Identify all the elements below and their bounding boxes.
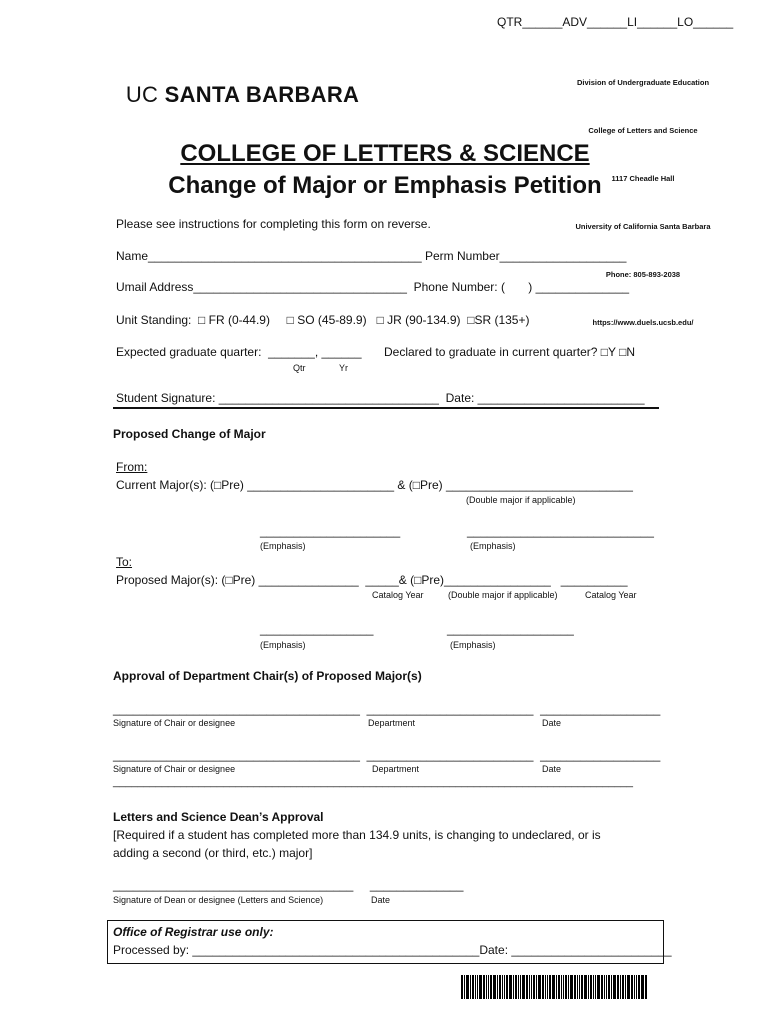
emphasis-label-left-2: (Emphasis) <box>260 640 306 650</box>
declared-graduate-checkboxes[interactable]: Declared to graduate in current quarter? □Y □N <box>384 345 636 359</box>
approval-heading: Approval of Department Chair(s) of Proposed Major(s) <box>113 669 422 683</box>
current-majors-field[interactable]: Current Major(s): (□Pre) ______________________ & (□Pre) ____________________________ <box>116 478 633 492</box>
ucsb-logo <box>113 56 359 108</box>
proposed-change-heading: Proposed Change of Major <box>113 427 266 441</box>
chair-label-1: Signature of Chair or designee <box>113 718 236 728</box>
qtr-label: Qtr <box>293 363 306 373</box>
proposed-emphasis-field-right[interactable]: ___________________ <box>447 622 574 636</box>
double-major-note-2: (Double major if applicable) <box>448 590 558 600</box>
approval-bottom-line: _____________________________________________________________________________________ <box>113 776 634 788</box>
student-signature-field[interactable]: Student Signature: _________________________________ Date: _________________________ <box>116 391 645 405</box>
dean-signature-line[interactable]: ____________________________________ ______________ <box>113 878 464 892</box>
college-name: College of Letters and Science <box>588 126 698 135</box>
proposed-emphasis-field-left[interactable]: _________________ <box>260 622 374 636</box>
dean-date-label: Date <box>371 895 391 905</box>
name-perm-field[interactable]: Name_________________________________________ Perm Number___________________ <box>116 249 627 263</box>
form-title-petition: Change of Major or Emphasis Petition <box>168 172 602 199</box>
chair-signature-line-2[interactable]: _____________________________________ _________________________ __________________ <box>113 748 661 762</box>
department-label-1: Department <box>368 718 416 728</box>
emphasis-label-left: (Emphasis) <box>260 541 306 551</box>
umail-phone-field[interactable]: Umail Address________________________________ Phone Number: ( ) ______________ <box>116 280 630 294</box>
catalog-year-label-left: Catalog Year <box>372 590 424 600</box>
processed-by-field[interactable]: Processed by: ___________________________________________Date: ________________________ <box>113 943 672 957</box>
form-title-college: COLLEGE OF LETTERS & SCIENCE <box>180 140 590 167</box>
division-name: Division of Undergraduate Education <box>576 78 710 87</box>
unit-standing-checkboxes[interactable]: Unit Standing: □ FR (0-44.9) □ SO (45-89.9) □ JR (90-134.9) □SR (135+) <box>116 313 530 327</box>
dean-approval-heading: Letters and Science Dean’s Approval <box>113 810 324 824</box>
university-name: University of California Santa Barbara <box>575 222 711 231</box>
current-emphasis-field-left[interactable]: _____________________ <box>260 524 401 538</box>
website-url[interactable]: https://www.duels.ucsb.edu/ <box>592 318 694 327</box>
from-label: From: <box>116 460 148 474</box>
catalog-year-label-right: Catalog Year <box>585 590 637 600</box>
chair-label-2: Signature of Chair or designee <box>113 764 236 774</box>
barcode-image <box>461 975 719 999</box>
logo-uc: UC <box>125 82 159 107</box>
proposed-majors-field[interactable]: Proposed Major(s): (□Pre) _______________ _____& (□Pre)________________ __________ <box>116 573 628 587</box>
emphasis-label-right: (Emphasis) <box>470 541 516 551</box>
expected-grad-quarter-field[interactable]: Expected graduate quarter: _______, ______ <box>116 345 362 359</box>
phone-number: Phone: 805-893-2038 <box>605 270 681 279</box>
tracking-codes: QTR______ADV______LI______LO______ <box>497 15 734 29</box>
current-emphasis-field-right[interactable]: ____________________________ <box>467 524 654 538</box>
emphasis-label-right-2: (Emphasis) <box>450 640 496 650</box>
office-location: 1117 Cheadle Hall <box>611 174 675 183</box>
date-label-2: Date <box>542 764 562 774</box>
chair-signature-line-1[interactable]: _____________________________________ _________________________ __________________ <box>113 702 661 716</box>
yr-label: Yr <box>339 363 348 373</box>
instructions-text: Please see instructions for completing this form on reverse. <box>116 217 431 231</box>
dean-note-line-1: [Required if a student has completed more than 134.9 units, is changing to undeclared, or is <box>113 828 601 842</box>
double-major-note: (Double major if applicable) <box>466 495 576 505</box>
logo-santa-barbara: SANTA BARBARA <box>164 82 360 107</box>
to-label: To: <box>116 555 133 569</box>
date-label-1: Date <box>542 718 562 728</box>
registrar-heading: Office of Registrar use only: <box>113 925 274 939</box>
dean-note-line-2: adding a second (or third, etc.) major] <box>113 846 313 860</box>
dean-signature-label: Signature of Dean or designee (Letters and Science) <box>113 895 324 905</box>
department-label-2: Department <box>372 764 420 774</box>
section-divider <box>113 407 659 409</box>
